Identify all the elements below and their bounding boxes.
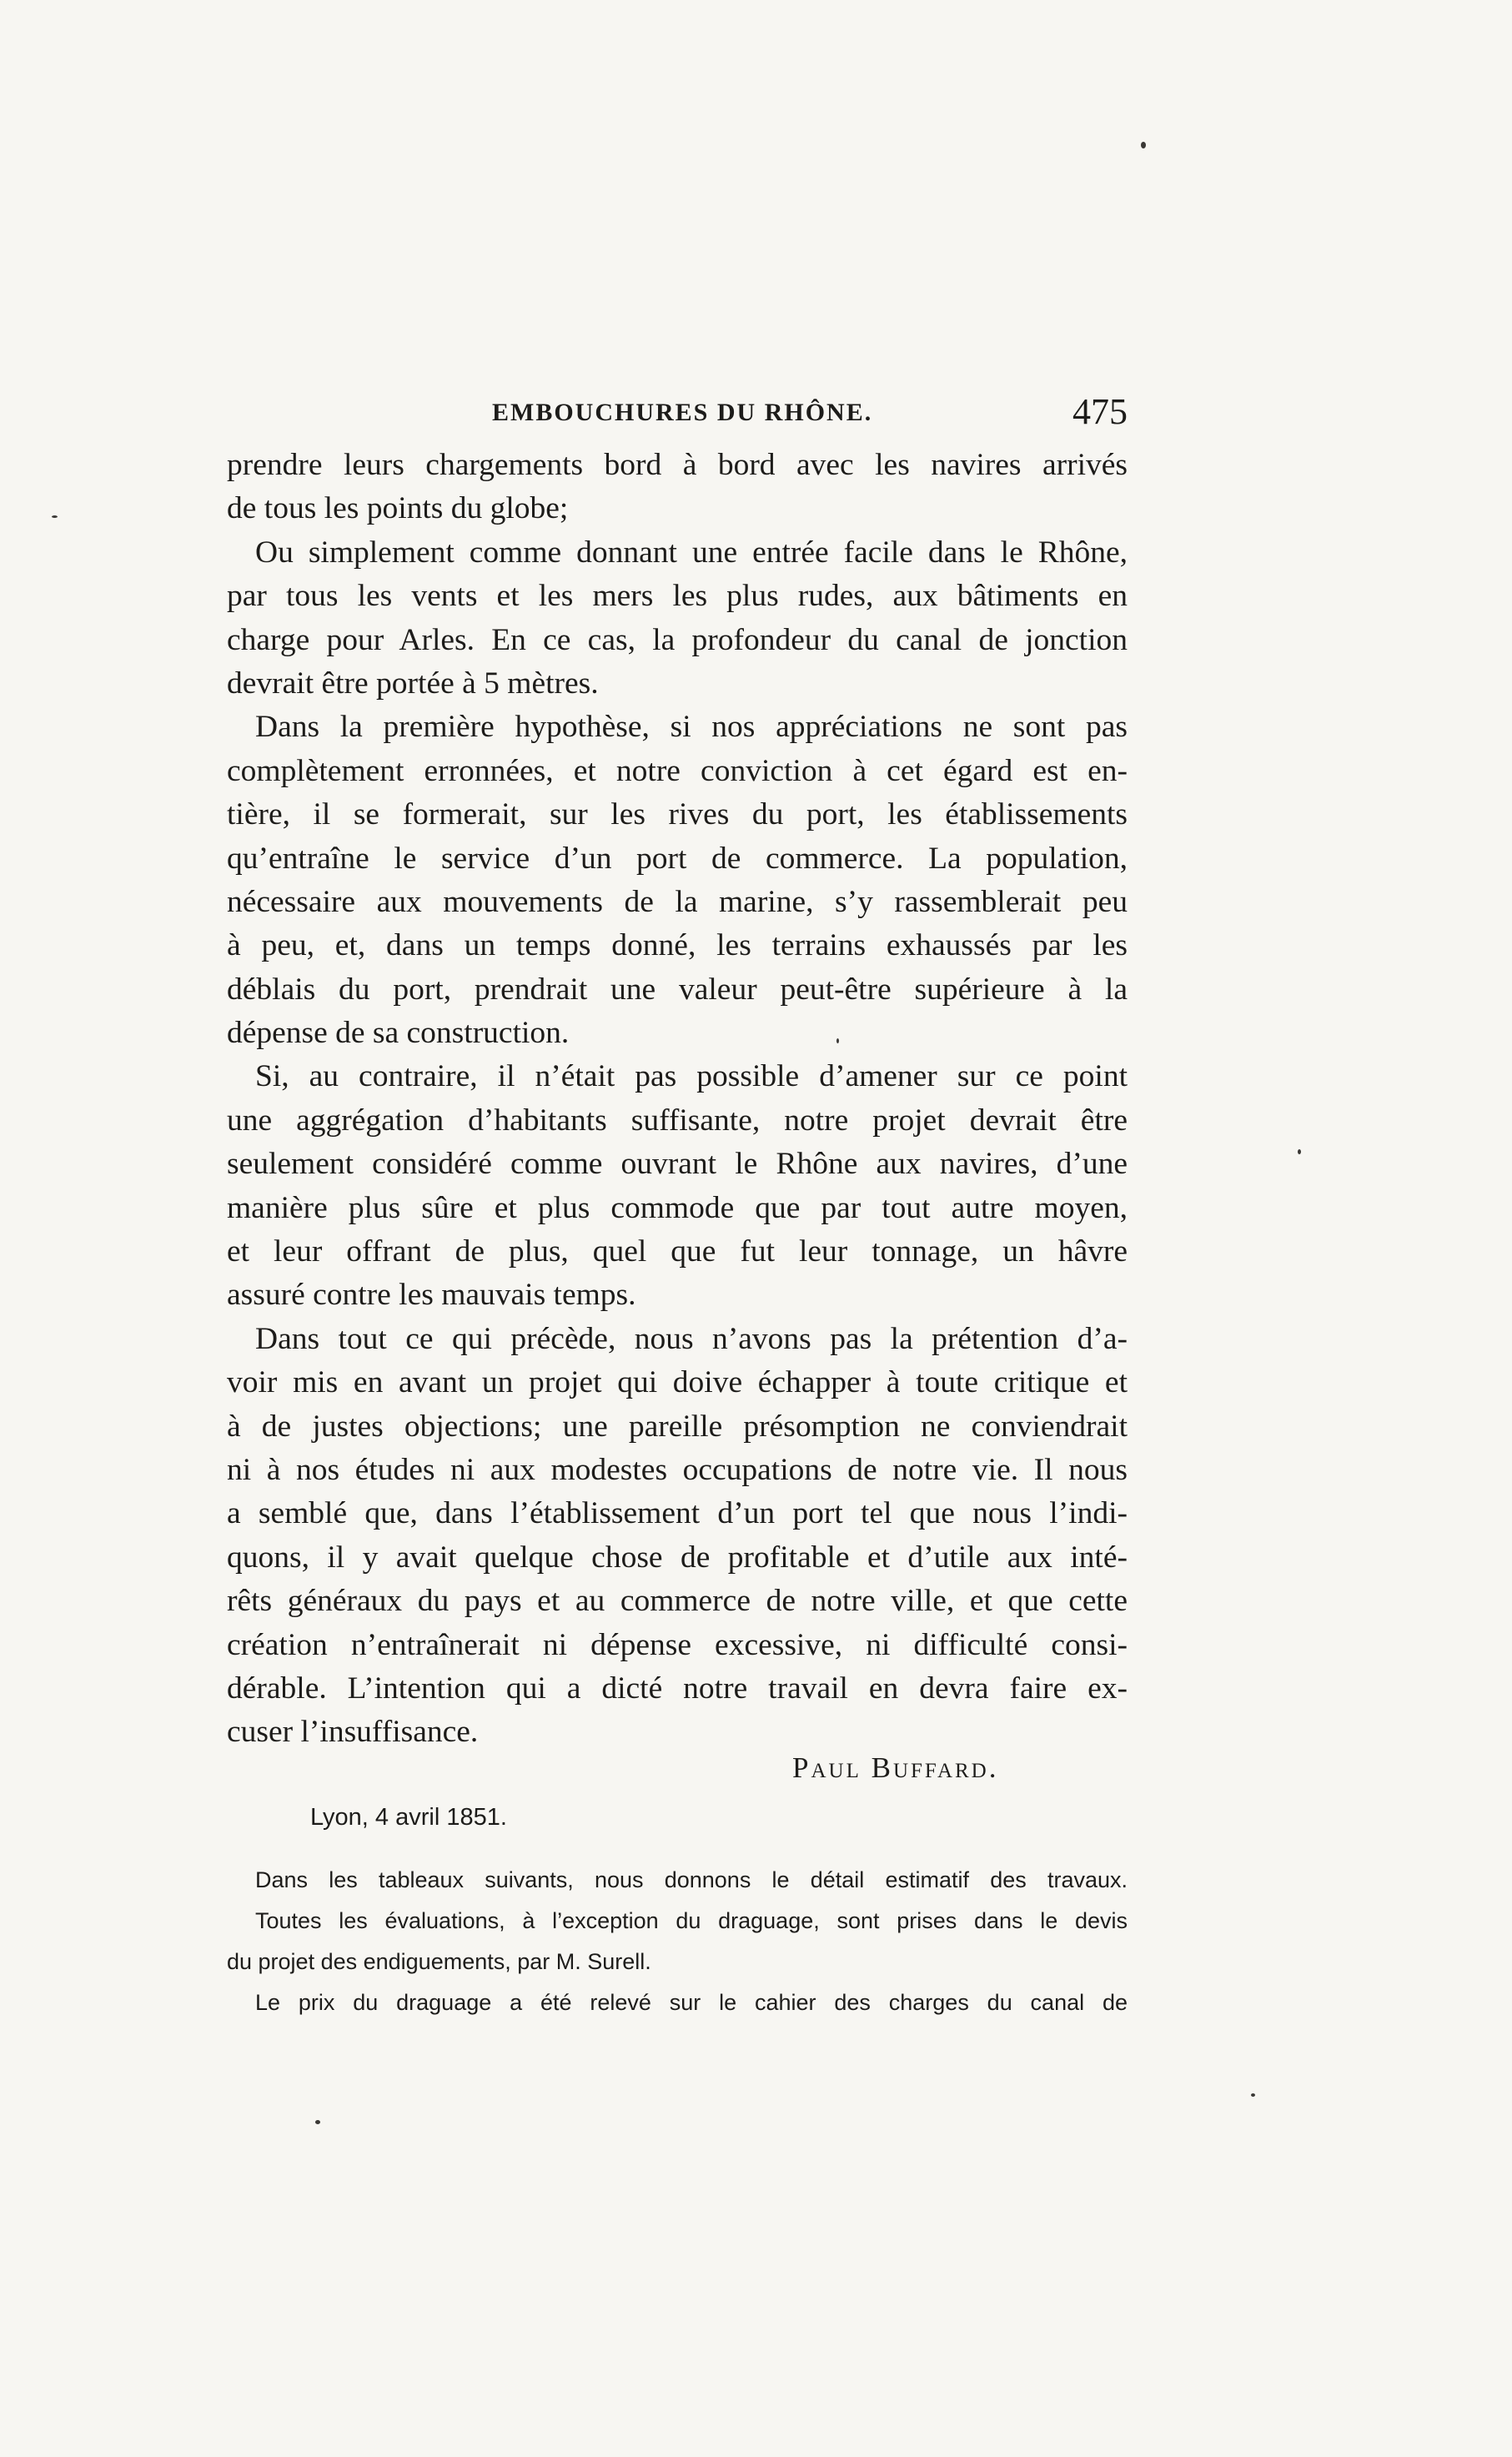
note-line: Dans les tableaux suivants, nous donnons le détail estimatif des travaux.: [255, 1867, 1128, 1892]
speck-mark: [52, 515, 58, 518]
text-line: et leur offrant de plus, quel que fut leur tonnage, un hâvre: [227, 1234, 1128, 1269]
text-line: Ou simplement comme donnant une entrée facile dans le Rhône,: [255, 535, 1128, 570]
text-line: création n’entraînerait ni dépense excessive, ni difficulté consi-: [227, 1627, 1128, 1662]
text-line: tière, il se formerait, sur les rives du port, les établissements: [227, 797, 1128, 832]
text-line: cuser l’insuffisance.: [227, 1715, 479, 1750]
text-line: manière plus sûre et plus commode que par tout autre moyen,: [227, 1190, 1128, 1225]
text-line: rêts généraux du pays et au commerce de notre ville, et que cette: [227, 1584, 1128, 1619]
speck-mark: [1251, 2093, 1255, 2097]
text-line: assuré contre les mauvais temps.: [227, 1278, 636, 1313]
text-line: nécessaire aux mouvements de la marine, s’y rassemblerait peu: [227, 884, 1128, 919]
text-line: une aggrégation d’habitants suffisante, notre projet devrait être: [227, 1103, 1128, 1138]
speck-mark: [836, 1038, 839, 1043]
text-line: quons, il y avait quelque chose de profitable et d’utile aux inté-: [227, 1540, 1128, 1575]
text-line: Dans la première hypothèse, si nos appréciations ne sont pas: [255, 710, 1128, 745]
text-line: à de justes objections; une pareille présomption ne conviendrait: [227, 1409, 1128, 1444]
page-header: [227, 390, 1128, 440]
text-line: voir mis en avant un projet qui doive échapper à toute critique et: [227, 1365, 1128, 1400]
running-head: EMBOUCHURES DU RHÔNE.: [492, 399, 873, 426]
text-line: Dans tout ce qui précède, nous n’avons pas la prétention d’a-: [255, 1321, 1128, 1356]
note-line: Le prix du draguage a été relevé sur le cahier des charges du canal de: [255, 1990, 1128, 2015]
text-line: dérable. L’intention qui a dicté notre travail en devra faire ex-: [227, 1671, 1128, 1706]
text-line: déblais du port, prendrait une valeur peut-être supérieure à la: [227, 972, 1128, 1007]
text-line: prendre leurs chargements bord à bord avec les navires arrivés: [227, 448, 1128, 482]
text-line: dépense de sa construction.: [227, 1016, 570, 1051]
text-line: par tous les vents et les mers les plus rudes, aux bâtiments en: [227, 579, 1128, 614]
body-text: [227, 444, 1128, 1755]
dateline: Lyon, 4 avril 1851.: [310, 1804, 507, 1831]
author-signature: Paul Buffard.: [792, 1751, 999, 1784]
text-line: ni à nos études ni aux modestes occupations de notre vie. Il nous: [227, 1452, 1128, 1487]
text-line: de tous les points du globe;: [227, 491, 569, 526]
text-line: a semblé que, dans l’établissement d’un port tel que nous l’indi-: [227, 1496, 1128, 1531]
text-line: devrait être portée à 5 mètres.: [227, 666, 599, 701]
notes-section: [227, 1860, 1128, 2023]
text-line: Si, au contraire, il n’était pas possible d’amener sur ce point: [255, 1059, 1128, 1094]
page-number: 475: [1072, 391, 1128, 432]
text-line: charge pour Arles. En ce cas, la profondeur du canal de jonction: [227, 622, 1128, 657]
text-line: qu’entraîne le service d’un port de commerce. La population,: [227, 841, 1128, 876]
speck-mark: [1298, 1149, 1301, 1154]
note-line: du projet des endiguements, par M. Surell.: [227, 1949, 651, 1974]
text-line: complètement erronnées, et notre conviction à cet égard est en-: [227, 753, 1128, 788]
speck-mark: [315, 2120, 320, 2124]
text-line: à peu, et, dans un temps donné, les terrains exhaussés par les: [227, 928, 1128, 963]
note-line: Toutes les évaluations, à l’exception du draguage, sont prises dans le devis: [255, 1908, 1128, 1933]
text-line: seulement considéré comme ouvrant le Rhône aux navires, d’une: [227, 1147, 1128, 1182]
speck-mark: [1141, 142, 1146, 148]
